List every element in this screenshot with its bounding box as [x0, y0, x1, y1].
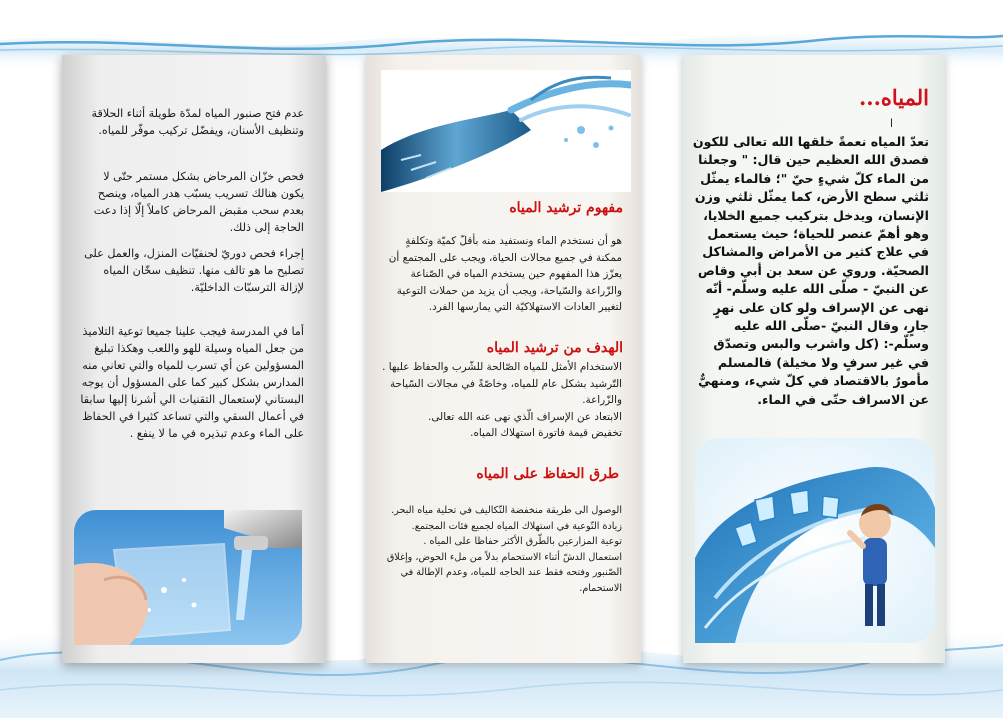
method-item: الوصول الى طريقة منخفضة التّكاليف في تحلية مياه البحر. — [391, 505, 622, 516]
rationing-goal-list — [376, 359, 622, 442]
goal-item: التّرشيد بشكل عام للمياه، وخاصّةً في مجالات السّياحة والزّراعة. — [389, 377, 622, 406]
left-paragraph-2: فحص خزّان المرحاض بشكل مستمر حتّى لا يكون هنالك تسريب يسبّب هدر المياه، وينصح بعدم سحب مقبض المرحاض كاملاً إلّا إذا دعت الحاجة إلى ذلك. — [93, 170, 304, 234]
heading-rationing-goal: الهدف من ترشيد المياه — [486, 340, 623, 356]
method-item: استعمال الدشّ أثناء الاستحمام بدلاً من ملء الحوض، وإغلاق الصّنبور وفتحه فقط عند الحاجه للمياه، وعدم الإطالة في الاستحمام. — [386, 551, 622, 594]
goal-item: الابتعاد عن الإسراف الّذي نهى عنه الله تعالى. — [428, 410, 622, 423]
water-bottle-splash-icon — [381, 70, 631, 192]
left-paragraph-4: أما في المدرسة فيجب علينا جميعا توعية التلاميذ من جعل المياه وسيلة للهو واللعب وهكذا تبليغ المسؤولين عن أي تسرب للمياه والتي تعاني منه المدارس بشكل كبير كما على المسؤول أن يوجه البستاني لإستعمال التقنيات الي أشرنا إليها سابقا في أعمال السقي والتي تساعد كثيرا في الحفاظ على الماء وعدم تبذيره في ما لا ينفع . — [80, 325, 304, 440]
middle-panel — [366, 55, 641, 663]
method-item: توعية المزارعين بالطّرق الأكثر حفاظا على المياه . — [423, 536, 622, 547]
intro-text: تعدّ المياه نعمةً خلقها الله تعالى للكون فصدق الله العظيم حين قال: " وجعلنا من الماء كلّ شيءٍ حيّ "؛ فالماء يمثّل ثلثي سطح الأرض، كما يمثّل ثلثي وزن الإنسان، ويدخل بتركيب جميع الخلايا، وهو أهمّ عنصر للحياة؛ حيث يستعمل في علاج كثير من الأمراض والمشاكل الصحيّة. وروي عن سعد بن أبي وقاص عن النبيّ - صلّى الله عليه وسلّم- أنّه نهى عن الإسراف ولو كان على نهرٍ جارٍ، وقال النبيّ -صلّى الله عليه وسلّم-: (كل واشرب والبس وتصدّق في غير سرفٍ ولا مخيلة) فالمسلم مأمورٌ بالاقتصاد في كلّ شيء، ومنهيٌّ عن الاسراف حتّى في الماء. — [692, 134, 929, 407]
right-panel — [683, 55, 945, 663]
rationing-concept-text: هو أن نستخدم الماء ونستفيد منه بأقلّ كميّة وتكلفةٍ ممكنة في جميع مجالات الحياة، ويجب على المجتمع أن يعزّز هذا المفهوم حين يستخدم المياه في الصّناعة والزّراعة والسّياحة، ويجب أن يزيد من حملات التوعية لتغيير العادات الاستهلاكيّة التي يمارسها الفرد. — [388, 235, 622, 313]
left-paragraph-1: عدم فتح صنبور المياه لمدّة طويلة أثناء الحلاقة وتنظيف الأسنان، ويفضّل تركيب موفّر للمياه. — [91, 107, 304, 137]
page-title: المياه... — [858, 85, 929, 110]
goal-item: تخفيض قيمة فاتورة استهلاك المياه. — [470, 427, 622, 439]
left-paragraph-3: إجراء فحص دوريّ لحنفيّات المنزل، والعمل على تصليح ما هو تالف منها. تنظيف سخّان المياه لإزالة الترسبّات الداخليّة. — [84, 247, 304, 294]
boy-drinking-water-cups-icon — [695, 438, 935, 643]
method-item: زيادة التّوعية في استهلاك المياه لجميع فئات المجتمع. — [411, 520, 622, 532]
preservation-methods-list — [384, 503, 622, 596]
glass-under-tap-icon — [74, 510, 302, 645]
heading-preservation-methods: طرق الحفاظ على المياه — [476, 466, 619, 482]
heading-rationing-concept: مفهوم ترشيد المياه — [509, 200, 623, 216]
left-panel — [62, 55, 326, 663]
goal-item: الاستخدام الأمثل للمياه الصّالحة للشّرب والحفاظ عليها . — [382, 361, 622, 373]
stray-mark: ا — [889, 117, 893, 130]
